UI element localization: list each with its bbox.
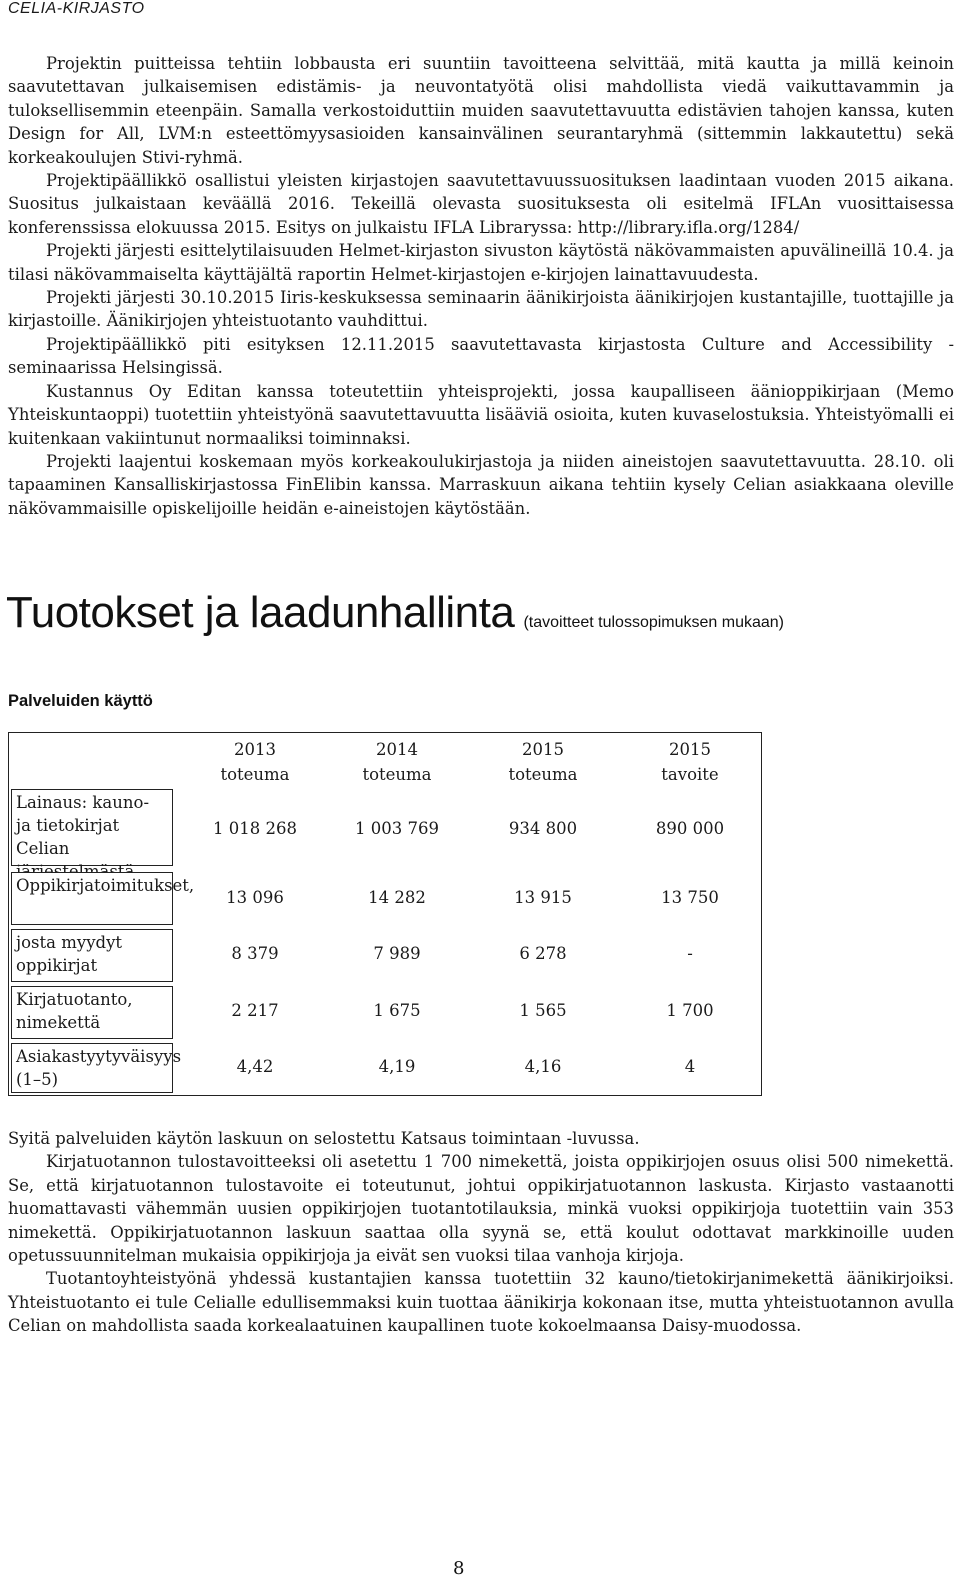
paragraph: Projektin puitteissa tehtiin lobbausta eri suuntiin tavoitteena selvittää, mitä kautta ja millä keinoin saavutettavan julkaisemisen edistämis- ja neuvontatyötä olisi mahdollista viedä vaikuttavammin ja tuloksellisemmin eteenpäin. Samalla verkostoiduttiin muiden saavutettavuutta edistävien tahojen kanssa, kuten Design for All, LVM:n esteettömyysasioiden kansainvälinen seurantaryhmä (sittemmin lakkautettu) sekä korkeakoulujen Stivi-ryhmä. [8,54,954,167]
table-cell: 13 750 [661,888,719,907]
body-text [8,1127,954,1338]
paragraph: Kirjatuotannon tulostavoitteeksi oli asetettu 1 700 nimekettä, joista oppikirjojen osuus olisi 500 nimekettä. Se, että kirjatuotannon tulostavoite ei toteutunut, johtui oppikirjatuotannon laskusta. Kirjasto vastaanotti huomattavasti vähemmän uusien oppikirjojen tuotantotilauksia, minkä vuoksi oppikirjoja tuotettiin vain 353 nimekettä. Oppikirjatuotannon laskuun saattaa olla syynä se, että koulut odottavat markkinoille uuden opetussuunnitelman mukaisia oppikirjoja ja eivät sen vuoksi tilaa vanhoja kirjoja. [8,1152,954,1266]
column-kind: tavoite [661,765,719,784]
row-label: Oppikirjatoimitukset, [11,872,173,925]
column-year: 2014 [376,740,418,759]
table-cell: 1 565 [519,1001,567,1020]
page-number: 8 [453,1558,465,1579]
table-cell: 13 915 [514,888,572,907]
column-kind: toteuma [508,765,578,784]
table-cell: 7 989 [373,944,421,963]
column-year: 2015 [669,740,711,759]
table-cell: 1 675 [373,1001,421,1020]
table-cell: 890 000 [655,819,725,838]
row-label: Lainaus: kauno- ja tietokirjat Celian [11,789,173,866]
table-cell: 14 282 [368,888,426,907]
paragraph: Projekti järjesti esittelytilaisuuden Helmet-kirjaston sivuston käytöstä näkövammaisten apuvälineillä 10.4. ja tilasi näkövammaiselta käyttäjältä raportin Helmet-kirjastojen e-kirjojen lainattavuudesta. [8,241,954,284]
section-subtitle: (tavoitteet tulossopimuksen mukaan) [523,614,785,631]
column-header [337,737,457,787]
table-cell: 1 700 [666,1001,714,1020]
table-cell: - [687,944,693,963]
table-cell: 4,16 [524,1057,562,1076]
column-year: 2013 [234,740,276,759]
column-year: 2015 [522,740,564,759]
paragraph: Tuotantoyhteistyönä yhdessä kustantajien kanssa tuotettiin 32 kauno/tietokirjanimekettä äänikirjoiksi. Yhteistuotanto ei tule Celialle edullisemmaksi kuin tuottaa äänikirja kokonaan itse, mutta yhteistuotannon avulla Celian on mahdollista saada korkealaatuinen kaupallinen tuote kokoelmaansa Daisy-muodossa. [8,1269,954,1336]
table-cell: 8 379 [231,944,279,963]
paragraph: Kustannus Oy Editan kanssa toteutettiin yhteisprojekti, jossa kaupalliseen äänioppikirjaan (Memo Yhteiskuntaoppi) tuotettiin yhteistyönä saavutettavuutta lisääviä osioita, kuten kuvaselostuksia. Yhteistyömalli ei kuitenkaan vakiintunut normaaliksi toiminnaksi. [8,381,954,448]
section-heading [6,588,784,638]
section-title: Tuotokset ja laadunhallinta [6,588,515,637]
paragraph: Projekti järjesti 30.10.2015 Iiris-keskuksessa seminaarin äänikirjoista äänikirjojen kustantajille, tuottajille ja kirjastoille. Äänikirjojen yhteistuotanto vauhdittui. [8,288,954,331]
services-usage-table [8,732,762,1096]
table-cell: 1 003 769 [355,819,439,838]
running-header: CELIA-KIRJASTO [8,0,145,17]
paragraph: Syitä palveluiden käytön laskuun on selostettu Katsaus toimintaan -luvussa. [8,1129,640,1148]
intro-text [8,52,954,520]
paragraph: Projektipäällikkö piti esityksen 12.11.2015 saavutettavasta kirjastosta Culture and Accessibility -seminaarissa Helsingissä. [8,334,954,378]
table-cell: 1 018 268 [213,819,297,838]
table-heading: Palveluiden käyttö [8,692,153,710]
column-header [483,737,603,787]
row-label: Asiakastyytyväisyys (1–5) [11,1043,173,1093]
table-cell: 4,19 [378,1057,416,1076]
paragraph: Projektipäällikkö osallistui yleisten kirjastojen saavutettavuussuosituksen laadintaan vuoden 2015 aikana. Suositus julkaistaan keväällä 2016. Tekeillä olevasta suosituksesta oli esitelmä IFLAn vuosittaisessa konferenssissa elokuussa 2015. Esitys on julkaistu IFLA Libraryssa: http://library.ifla.org/1284/ [8,171,954,237]
table-cell: 934 800 [508,819,578,838]
row-label: Kirjatuotanto, nimekettä [11,986,173,1039]
table-cell: 2 217 [231,1001,279,1020]
table-cell: 4 [684,1057,696,1076]
table-cell: 13 096 [226,888,284,907]
row-label: josta myydyt oppikirjat [11,929,173,982]
paragraph: Projekti laajentui koskemaan myös korkeakoulukirjastoja ja niiden aineistojen saavutettavuutta. 28.10. oli tapaaminen Kansalliskirjastossa FinElibin kanssa. Marraskuun aikana tehtiin kysely Celian asiakkaana oleville näkövammaisille opiskelijoille heidän e-aineistojen käytöstään. [8,451,954,518]
table-cell: 4,42 [236,1057,274,1076]
table-cell: 6 278 [519,944,567,963]
column-header [195,737,315,787]
column-kind: toteuma [220,765,290,784]
column-header [630,737,750,787]
column-kind: toteuma [362,765,432,784]
